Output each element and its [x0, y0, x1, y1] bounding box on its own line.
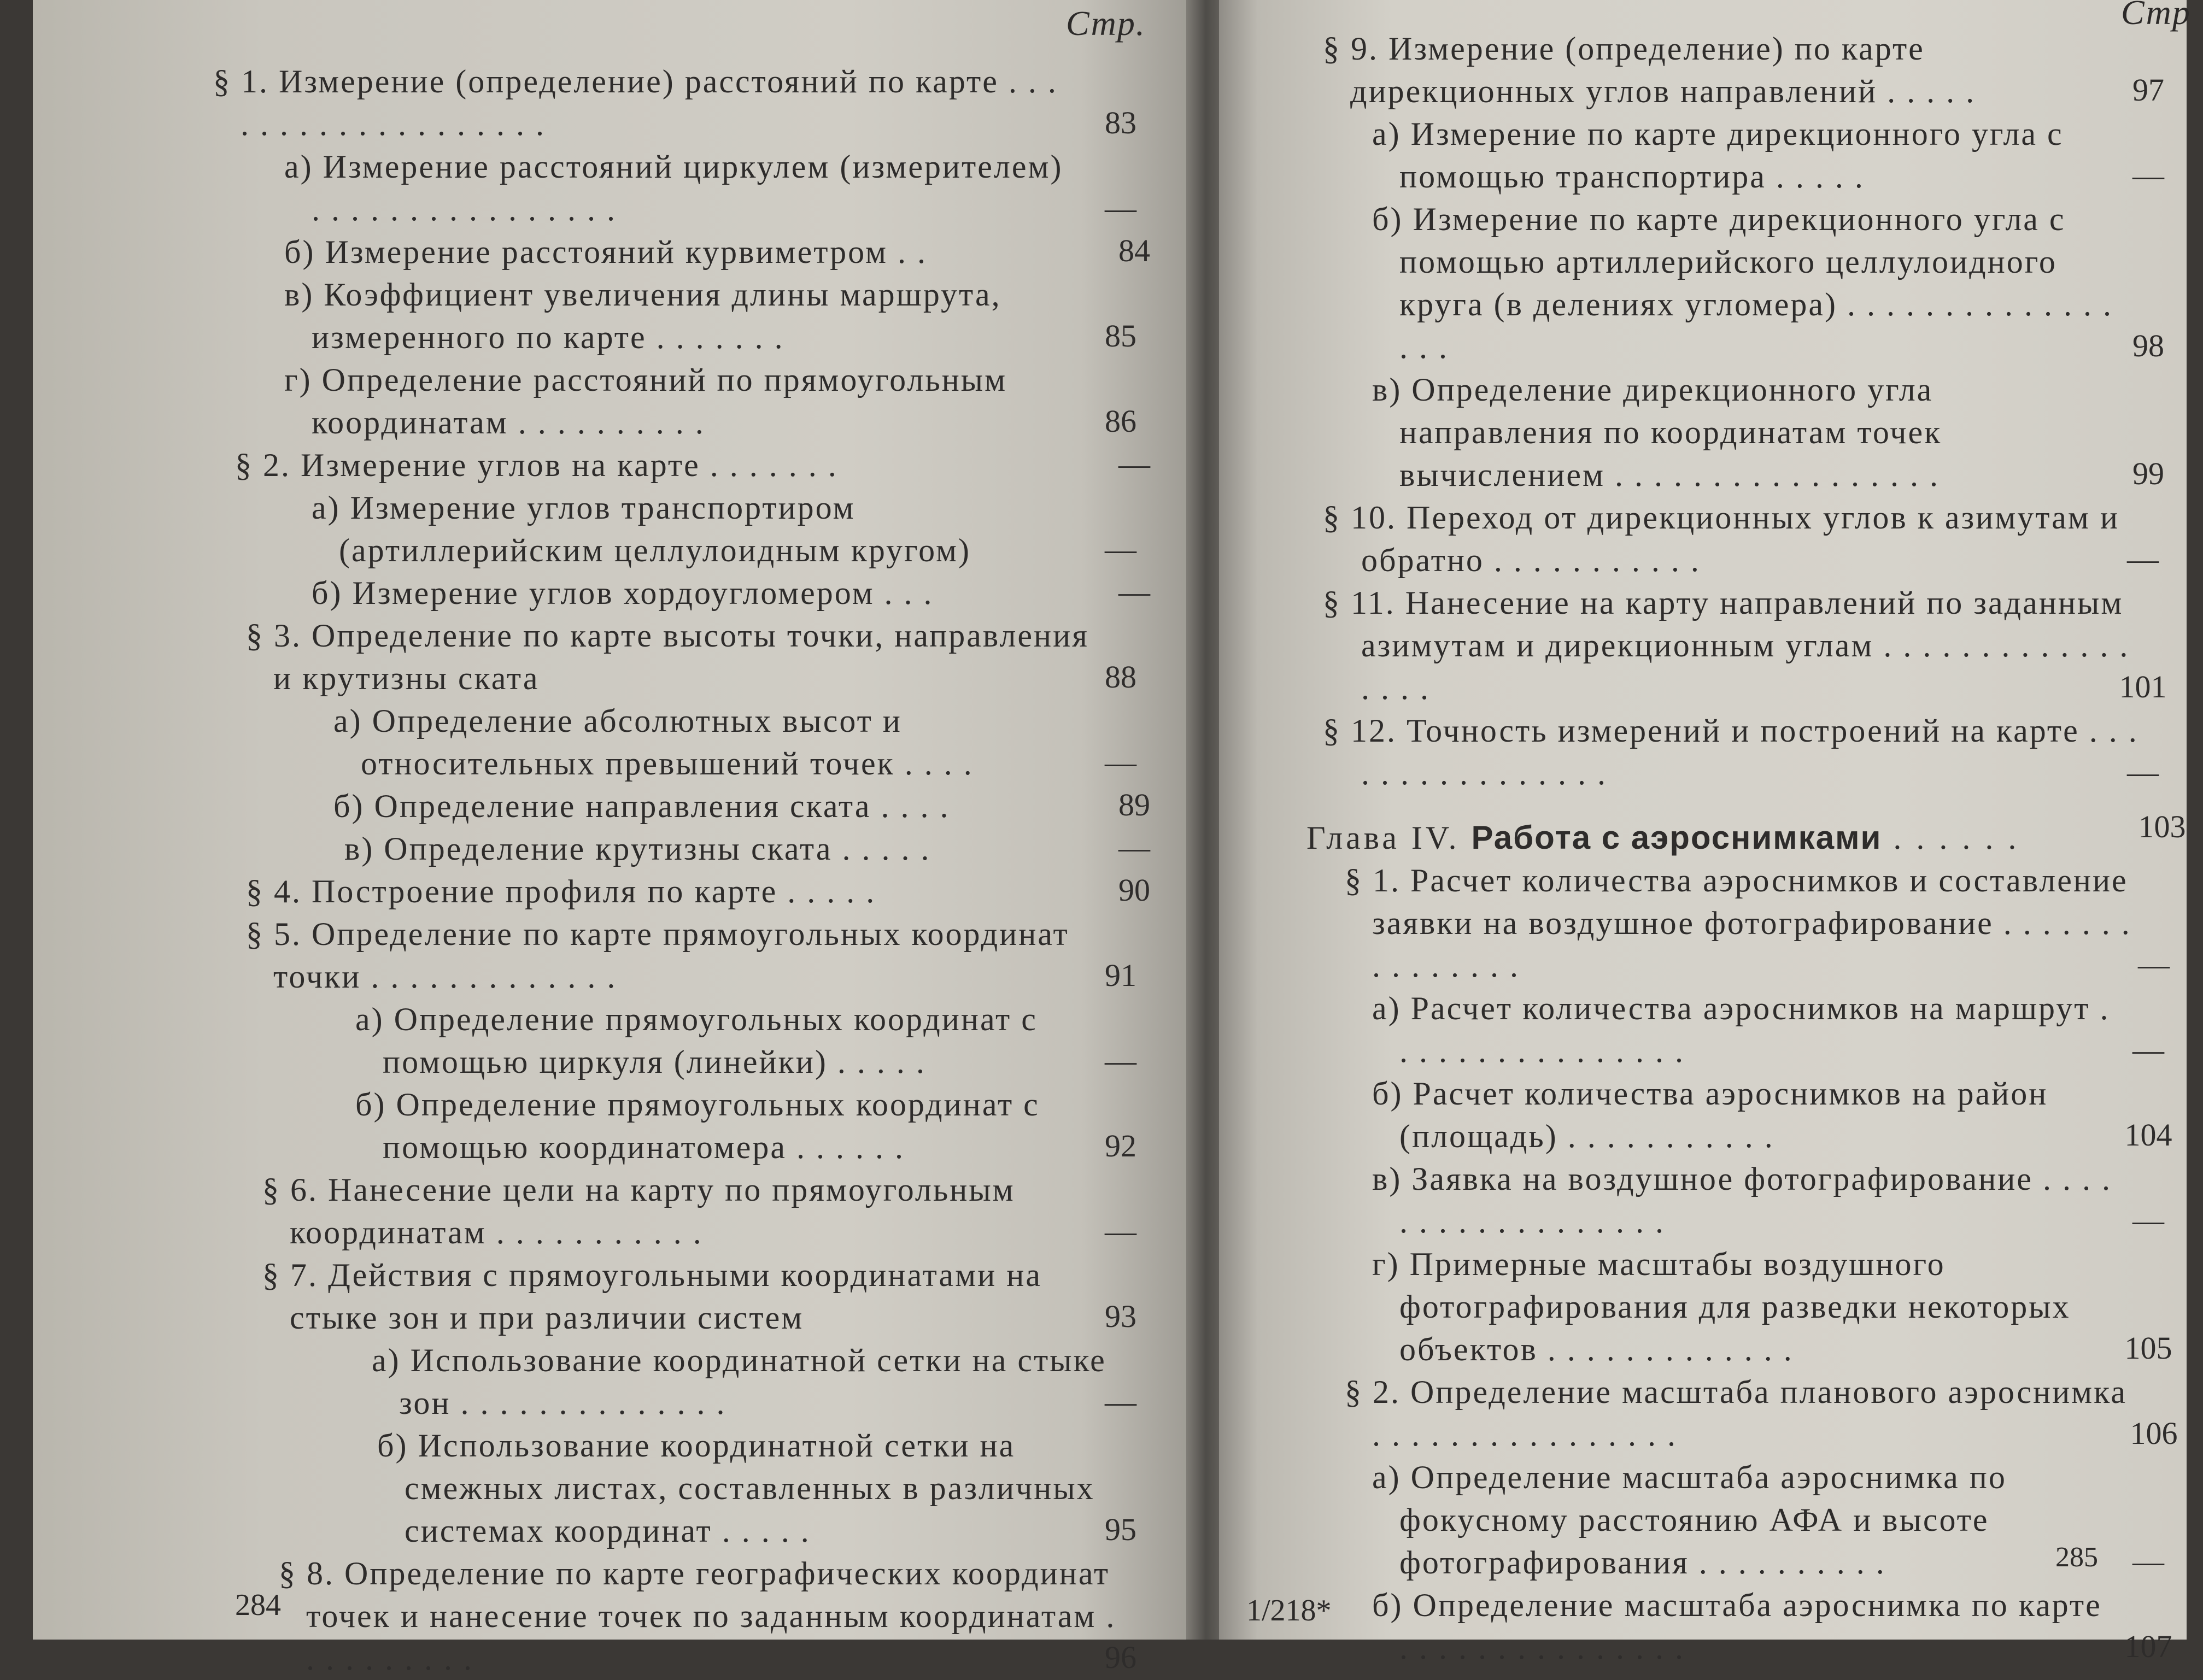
- toc-page-number: —: [2132, 157, 2164, 193]
- toc-entry: в) Коэффициент увеличения длины маршрута, измеренного по карте . . . . . . . 85: [284, 273, 1071, 359]
- toc-entry: а) Расчет количества аэроснимков на маршрут . . . . . . . . . . . . . . . . —: [1372, 987, 2116, 1072]
- toc-entry: § 1. Расчет количества аэроснимков и составление заявки на воздушное фотографирование . . . . . . . . . . . . . . . —: [1345, 859, 2137, 987]
- toc-page-number: —: [1105, 1043, 1136, 1078]
- toc-page-number: 95: [1105, 1512, 1136, 1547]
- toc-page-number: —: [1105, 1384, 1136, 1419]
- signature-mark: 1/218*: [1246, 1594, 1332, 1628]
- page-column-header: Стр: [2121, 0, 2191, 32]
- toc-page-number: —: [1118, 830, 1150, 865]
- toc-page-number: 97: [2132, 72, 2164, 108]
- toc-page-number: —: [1105, 531, 1136, 567]
- toc-entry: а) Использование координатной сетки на стыке зон . . . . . . . . . . . . . . —: [372, 1339, 1110, 1424]
- toc-entry: б) Использование координатной сетки на смежных листах, составленных в различных системах координат . . . . . 95: [377, 1424, 1110, 1552]
- toc-entry: г) Примерные масштабы воздушного фотографирования для разведки некоторых объектов . . . . . . . . . . . . . 105: [1372, 1243, 2116, 1371]
- toc-left: [213, 60, 1150, 1680]
- toc-entry: § 12. Точность измерений и построений на карте . . . . . . . . . . . . . . . . —: [1323, 709, 2148, 795]
- toc-entry: § 6. Нанесение цели на карту по прямоугольным координатам . . . . . . . . . . . —: [262, 1168, 1110, 1254]
- toc-entry: б) Измерение углов хордоугломером . . . —: [312, 572, 1061, 614]
- toc-entry: § 2. Измерение углов на карте . . . . . . . —: [235, 444, 1061, 486]
- toc-page-number: 105: [2124, 1330, 2172, 1366]
- toc-page-number: 83: [1105, 105, 1136, 140]
- toc-page-number: 96: [1105, 1640, 1136, 1675]
- toc-page-number: 98: [2132, 328, 2164, 363]
- toc-entry: а) Измерение углов транспортиром (артиллерийским целлулоидным кругом) —: [312, 486, 1088, 572]
- toc-entry: § 11. Нанесение на карту направлений по заданным азимутам и дирекционным углам . . . . . . . . . . . . . . . . . 101: [1323, 581, 2148, 709]
- toc-page-number: —: [2127, 541, 2159, 577]
- toc-entry: § 1. Измерение (определение) расстояний по карте . . . . . . . . . . . . . . . . . . . 83: [213, 60, 1077, 145]
- toc-page-number: 84: [1118, 233, 1150, 268]
- toc-entry: § 3. Определение по карте высоты точки, направления и крутизны ската 88: [246, 614, 1093, 700]
- toc-entry: б) Определение прямоугольных координат с помощью координатомера . . . . . . 92: [355, 1083, 1104, 1168]
- toc-entry: § 8. Определение по карте географических координат точек и нанесение точек по заданным координатам . . . . . . . . . . 96: [279, 1552, 1121, 1680]
- toc-page-number: —: [1118, 446, 1150, 481]
- toc-page-number: —: [1105, 744, 1136, 780]
- right-page: [1219, 0, 2191, 1666]
- toc-entry: § 2. Определение масштаба планового аэроснимка . . . . . . . . . . . . . . . . 106: [1345, 1371, 2137, 1456]
- toc-entry: § 4. Построение профиля по карте . . . . . 90: [246, 870, 1077, 913]
- toc-page-number: —: [2132, 1202, 2164, 1238]
- toc-page-number: 93: [1105, 1299, 1136, 1334]
- toc-page-number: —: [2132, 1032, 2164, 1067]
- toc-page-number: 91: [1105, 958, 1136, 993]
- toc-entry: а) Измерение расстояний циркулем (измерителем) . . . . . . . . . . . . . . . . —: [284, 145, 1071, 231]
- toc-entry: г) Определение расстояний по прямоугольным координатам . . . . . . . . . . 86: [284, 359, 1071, 444]
- corner-page-number: 285: [2055, 1542, 2098, 1573]
- toc-chapter-heading: Глава IV. Работа с аэроснимками . . . . . . 103: [1306, 816, 2110, 859]
- toc-right: [1306, 27, 2186, 1669]
- toc-entry: в) Заявка на воздушное фотографирование . . . . . . . . . . . . . . . . . . —: [1372, 1158, 2116, 1243]
- toc-entry: § 7. Действия с прямоугольными координатами на стыке зон и при различии систем 93: [262, 1254, 1110, 1339]
- toc-page-number: 86: [1105, 403, 1136, 439]
- toc-entry: б) Определение направления ската . . . . 89: [333, 785, 1066, 827]
- toc-page-number: 103: [2138, 809, 2186, 844]
- toc-entry: § 10. Переход от дирекционных углов к азимутам и обратно . . . . . . . . . . . —: [1323, 496, 2148, 581]
- toc-page-number: 101: [2119, 669, 2167, 704]
- toc-page-number: 85: [1105, 318, 1136, 354]
- toc-entry: а) Измерение по карте дирекционного угла с помощью транспортира . . . . . —: [1372, 113, 2121, 198]
- toc-page-number: 99: [2132, 456, 2164, 491]
- toc-page-number: 106: [2130, 1415, 2178, 1451]
- toc-entry: в) Определение дирекционного угла направления по координатам точек вычислением . . . . . . . . . . . . . . . . . 99: [1372, 368, 2121, 496]
- toc-entry: § 5. Определение по карте прямоугольных координат точки . . . . . . . . . . . . . 91: [246, 913, 1104, 998]
- toc-page-number: —: [2138, 947, 2170, 982]
- toc-entry: б) Определение масштаба аэроснимка по карте . . . . . . . . . . . . . . . 107: [1372, 1584, 2116, 1669]
- toc-page-number: 88: [1105, 659, 1136, 695]
- page-number-footer: 284: [235, 1588, 281, 1622]
- toc-page-number: —: [1118, 574, 1150, 609]
- toc-page-number: 90: [1118, 872, 1150, 908]
- toc-entry: а) Определение прямоугольных координат с помощью циркуля (линейки) . . . . . —: [355, 998, 1104, 1083]
- toc-page-number: 89: [1118, 787, 1150, 823]
- toc-page-number: —: [1105, 1213, 1136, 1249]
- toc-entry: в) Определение крутизны ската . . . . . —: [344, 827, 1077, 870]
- toc-page-number: —: [2132, 1543, 2164, 1579]
- page-column-header: Стр.: [1066, 4, 1146, 43]
- toc-page-number: —: [2127, 754, 2159, 790]
- toc-entry: § 9. Измерение (определение) по карте дирекционных углов направлений . . . . . 97: [1323, 27, 2137, 113]
- toc-entry: а) Определение масштаба аэроснимка по фокусному расстоянию АФА и высоте фотографирования . . . . . . . . . . —: [1372, 1456, 2116, 1584]
- toc-entry: б) Измерение расстояний курвиметром . . 84: [284, 231, 1044, 273]
- toc-page-number: —: [1105, 190, 1136, 226]
- toc-entry: б) Измерение по карте дирекционного угла с помощью артиллерийского целлулоидного круга (в делениях угломера) . . . . . . . . . . . . . . . . . 98: [1372, 198, 2121, 368]
- toc-page-number: 107: [2124, 1629, 2172, 1664]
- toc-page-number: 92: [1105, 1128, 1136, 1164]
- toc-entry: б) Расчет количества аэроснимков на район (площадь) . . . . . . . . . . . 104: [1372, 1072, 2116, 1158]
- toc-entry: а) Определение абсолютных высот и относительных превышений точек . . . . —: [333, 700, 1093, 785]
- toc-page-number: 104: [2124, 1117, 2172, 1153]
- left-page: [33, 0, 1197, 1677]
